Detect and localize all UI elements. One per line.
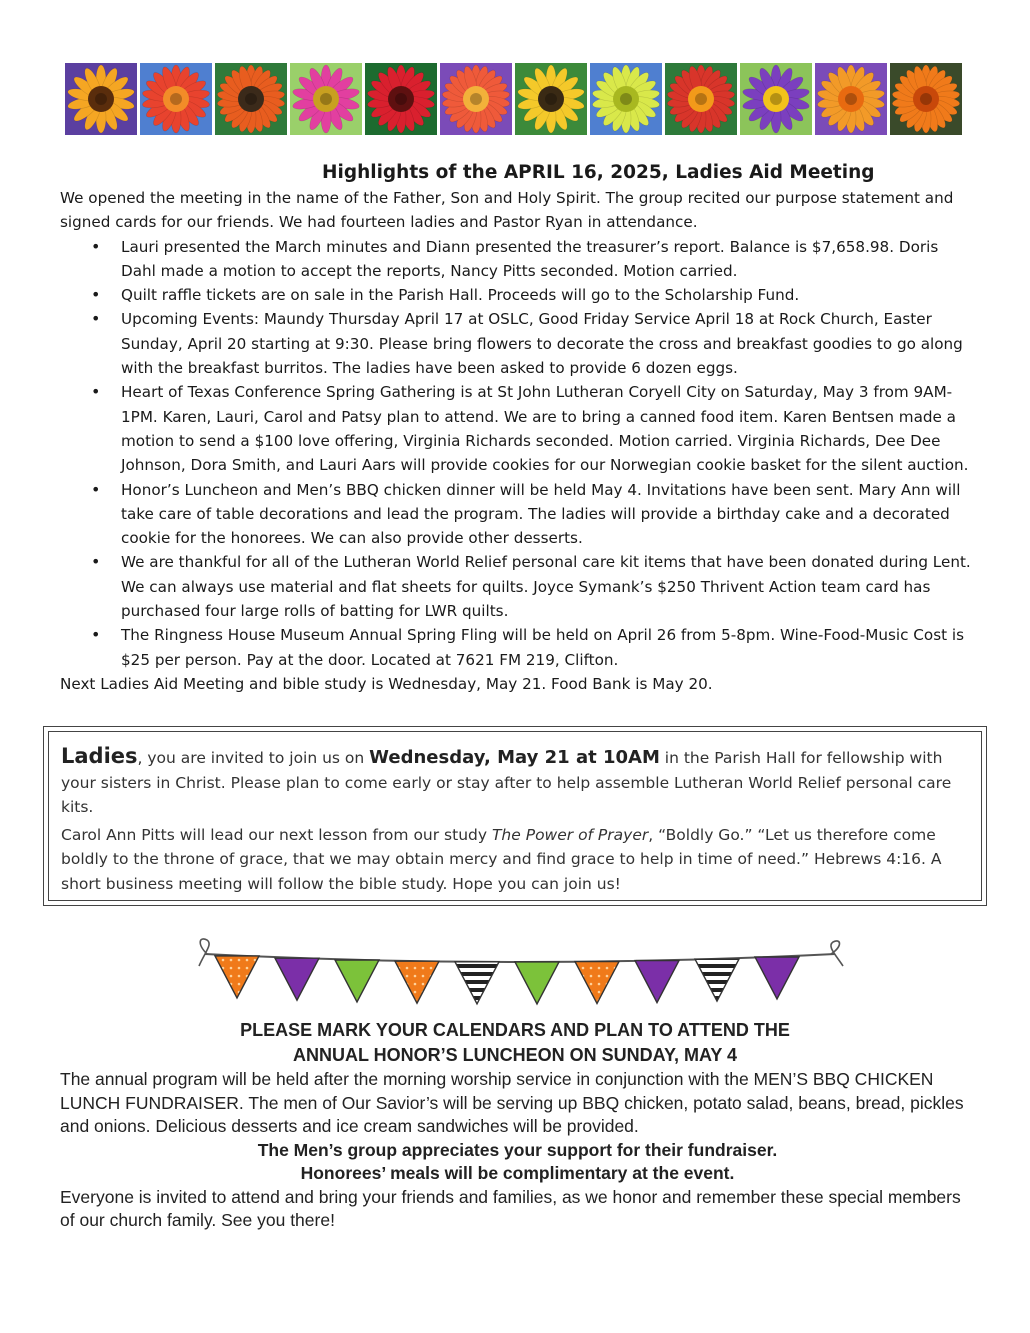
pennant-banner — [195, 932, 845, 1007]
lesson-paragraph — [61, 823, 969, 897]
luncheon-body: The annual program will be held after the morning worship service in conjunction with the MEN’S BBQ CHICKEN LUNCH FUNDRAISER. The men of Our Savior’s will be serving up BBQ chicken, potato salad, beans, bread, pickles and onions. Delicious desserts and ice cream sandwiches will be provided. — [60, 1069, 964, 1136]
pennant-green — [335, 960, 379, 1002]
luncheon-heading-line-1: PLEASE MARK YOUR CALENDARS AND PLAN TO ATTEND THE — [240, 1020, 790, 1040]
honorees-meals-note: Honorees’ meals will be complimentary at the event. — [300, 1163, 735, 1183]
study-title: The Power of Prayer — [491, 825, 649, 844]
invitation-paragraph — [61, 744, 969, 820]
red-daisy-icon — [140, 63, 212, 135]
orange-daisy-icon — [815, 63, 887, 135]
mens-group-thanks: The Men’s group appreciates your support for their fundraiser. — [257, 1139, 778, 1160]
list-item: • Heart of Texas Conference Spring Gathering is at St John Lutheran Coryell City on Saturday, May 3 from 9AM-1PM. Karen, Lauri, Carol and Patsy plan to attend. We are to bring a canned food item. Karen Bentsen made a motion to send a $100 love offering, Virginia Richards seconded. Motion carried. Virginia Richards, Dee Dee Johnson, Dora Smith, and Lauri Aars will provide cookies for our Norwegian cookie basket for the silent auction. — [121, 380, 975, 477]
list-item: • Honor’s Luncheon and Men’s BBQ chicken dinner will be held May 4. Invitations have been sent. Mary Ann will take care of table decorations and lead the program. The ladies will provide a birthday cake and a decorated cookie for the honorees. We can also provide other desserts. — [121, 478, 975, 551]
pennant-purple — [755, 957, 799, 999]
red-ring-flower-icon — [665, 63, 737, 135]
highlights-list — [60, 235, 975, 672]
orange-marigold-icon — [890, 63, 962, 135]
lime-chrysanthemum-icon — [590, 63, 662, 135]
luncheon-closing: Everyone is invited to attend and bring your friends and families, as we honor and remember these special members of our church family. See you there! — [60, 1186, 961, 1230]
pennant-orange-dots — [575, 962, 619, 1004]
lesson-rest: , “Boldly Go.” “Let us therefore come boldly to the throne of grace, that we may obtain mercy and find grace to help in time of need.” Hebrews 4:16. A short business meeting will follow the bible study. Hope you can join us! — [61, 825, 942, 893]
meeting-highlights — [60, 160, 975, 696]
pennant-green — [515, 962, 559, 1004]
invitation-box-inner — [48, 731, 982, 901]
orange-gerbera-icon — [215, 63, 287, 135]
pennant-black-stripes — [455, 962, 499, 1004]
pennant-black-stripes — [695, 959, 739, 1001]
list-item: • Quilt raffle tickets are on sale in the Parish Hall. Proceeds will go to the Scholarship Fund. — [121, 283, 975, 307]
red-gerbera-icon — [365, 63, 437, 135]
next-meeting-note: Next Ladies Aid Meeting and bible study is Wednesday, May 21. Food Bank is May 20. — [60, 674, 713, 693]
invitation-box — [43, 726, 987, 906]
invitation-date: Wednesday, May 21 at 10AM — [369, 747, 660, 768]
lesson-lead: Carol Ann Pitts will lead our next lesson from our study — [61, 825, 492, 844]
banner-string-right-curl — [831, 941, 843, 966]
invitation-text-2: in the Parish Hall for fellowship with your sisters in Christ. Please plan to come early or stay after to help assemble Lutheran World Relief personal care kits. — [61, 749, 952, 816]
list-item: • The Ringness House Museum Annual Spring Fling will be held on April 26 from 5-8pm. Wine-Food-Music Cost is $25 per person. Pay at the door. Located at 7621 FM 219, Clifton. — [121, 623, 975, 672]
pennant-group — [215, 956, 799, 1004]
pennant-orange-dots — [395, 961, 439, 1003]
highlights-intro: We opened the meeting in the name of the Father, Son and Holy Spirit. The group recited our purpose statement and signed cards for our friends. We had fourteen ladies and Pastor Ryan in attendance. — [60, 189, 954, 232]
highlights-title: Highlights of the APRIL 16, 2025, Ladies Aid Meeting — [322, 162, 875, 183]
pennant-purple — [635, 961, 679, 1003]
luncheon-announcement — [60, 1018, 975, 1233]
coral-daisy-icon — [440, 63, 512, 135]
pink-daisy-icon — [290, 63, 362, 135]
sunflower-icon — [65, 63, 137, 135]
purple-daisy-icon — [740, 63, 812, 135]
invitation-lead-word: Ladies — [61, 744, 138, 768]
list-item: • Lauri presented the March minutes and Diann presented the treasurer’s report. Balance is $7,658.98. Doris Dahl made a motion to accept the reports, Nancy Pitts seconded. Motion carried. — [121, 235, 975, 284]
pennant-orange-dots — [215, 956, 259, 998]
luncheon-heading-line-2: ANNUAL HONOR’S LUNCHEON ON SUNDAY, MAY 4 — [292, 1045, 738, 1065]
luncheon-heading — [60, 1018, 970, 1068]
invitation-text-1: , you are invited to join us on — [137, 749, 370, 767]
pennant-purple — [275, 958, 319, 1000]
list-item: • Upcoming Events: Maundy Thursday April 17 at OSLC, Good Friday Service April 18 at Rock Church, Easter Sunday, April 20 starting at 9:30. Please bring flowers to decorate the cross and breakfast goodies to go along with the breakfast burritos. The ladies have been asked to provide 6 dozen eggs. — [121, 307, 975, 380]
flower-border-strip — [65, 63, 967, 135]
banner-string-left-curl — [199, 939, 209, 966]
list-item: • We are thankful for all of the Lutheran World Relief personal care kit items that have been donated during Lent. We can always use material and flat sheets for quilts. Joyce Symank’s $250 Thrivent Action team card has purchased four large rolls of batting for LWR quilts. — [121, 550, 975, 623]
yellow-sunflower-icon — [515, 63, 587, 135]
